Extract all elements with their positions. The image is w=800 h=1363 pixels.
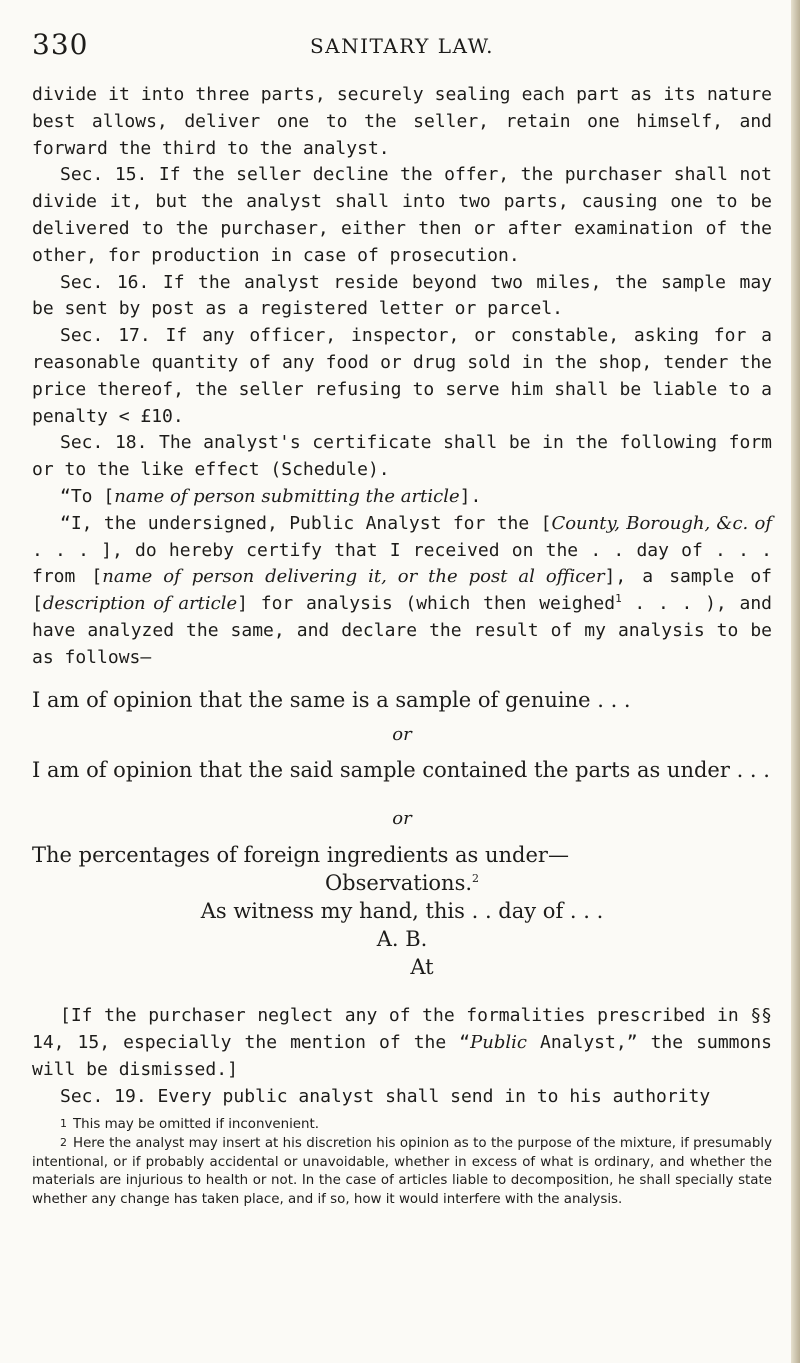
- cert-text-5: . . . ), and have analyzed the same, and declare the result of my analysis to be as follows—: [32, 593, 772, 668]
- place-line: At: [410, 955, 434, 980]
- cert-placeholder-county: County, Borough, &c. of: [551, 512, 773, 534]
- paragraph-sec-18: Sec. 18. The analyst's certificate shall be in the following form or to the like effect (Schedule).: [32, 432, 772, 481]
- addressee-open: “To [: [60, 485, 115, 507]
- footnotes: [32, 1115, 772, 1209]
- percentages-line: The percentages of foreign ingredients as under—: [32, 843, 569, 868]
- addressee-placeholder: name of person submitting the article: [114, 485, 460, 507]
- footnote-1-number: 1: [60, 1117, 67, 1130]
- signature-line: A. B.: [376, 927, 428, 952]
- or-separator-2: or: [392, 808, 412, 830]
- paragraph-sec-17: Sec. 17. If any officer, inspector, or constable, asking for a reasonable quantity of any food or drug sold in the shop, tender the price thereof, the seller refusing to serve him shall be liable to a penalty < £10.: [32, 325, 772, 427]
- observations-line: [32, 869, 772, 897]
- opinion-contained: I am of opinion that the said sample contained the parts as under . . .: [32, 758, 770, 783]
- paragraph-sec-15: Sec. 15. If the seller decline the offer, the purchaser shall not divide it, but the analyst shall into two parts, causing one to be delivered to the purchaser, either then or after examination of the other, for production in case of prosecution.: [32, 164, 772, 266]
- certificate-body: [32, 511, 772, 672]
- paragraph-sec-19: Sec. 19. Every public analyst shall send in to his authority: [60, 1085, 711, 1107]
- paragraph-sec-16: Sec. 16. If the analyst reside beyond two miles, the sample may be sent by post as a registered letter or parcel.: [32, 271, 772, 320]
- opinion-genuine: I am of opinion that the same is a sample of genuine . . .: [32, 687, 631, 712]
- or-separator-1: or: [392, 723, 412, 745]
- page-edge: [791, 0, 800, 1363]
- certificate-addressee: [32, 484, 772, 511]
- running-title: SANITARY LAW.: [309, 34, 495, 58]
- page-number: 330: [32, 28, 89, 61]
- page-body: [32, 82, 772, 1110]
- footnote-2-text: Here the analyst may insert at his discretion his opinion as to the purpose of the mixture, if presumably intentional, or if probably accidental or unavoidable, whether in excess of what is ordinary, and whether the materials are injurious to health or not. In the case of articles liable to decomposition, he shall specially state whether any change has taken place, and if so, how it would interfere with the analysis.: [32, 1136, 772, 1207]
- footnote-2-number: 2: [60, 1136, 67, 1150]
- footnote-1-text: This may be omitted if inconvenient.: [73, 1117, 320, 1132]
- bracket-public-italic: Public: [470, 1031, 527, 1053]
- addressee-close: ].: [459, 485, 482, 507]
- footnote-1: [32, 1115, 772, 1134]
- bracket-note: [32, 1003, 772, 1083]
- observations-label: Observations.: [324, 871, 473, 896]
- cert-text-2: . . . ], do hereby certify that I received on the . . day of . . . from [: [32, 539, 772, 588]
- cert-text-4: ] for analysis (which then weighed: [237, 593, 616, 615]
- bracket-text-1: [If the purchaser neglect any of the formalities prescribed in §§ 14, 15, especially the mention of the “: [32, 1005, 772, 1053]
- running-head: [32, 28, 772, 64]
- footnote-2: [32, 1134, 772, 1209]
- cert-placeholder-deliverer: name of person delivering it, or the post al officer: [102, 566, 605, 588]
- cert-text-3: ], a sample of [: [32, 566, 772, 615]
- paragraph-continuation: divide it into three parts, securely sealing each part as its nature best allows, deliver one to the seller, retain one himself, and forward the third to the analyst.: [32, 84, 772, 159]
- footnote-ref-1: 1: [615, 592, 622, 606]
- cert-text-1: “I, the undersigned, Public Analyst for the [: [60, 512, 552, 534]
- cert-placeholder-article: description of article: [42, 593, 238, 615]
- witness-line: As witness my hand, this . . day of . . .: [200, 899, 604, 924]
- footnote-ref-2: 2: [472, 872, 480, 886]
- bracket-text-2: Analyst,” the summons will be dismissed.]: [32, 1031, 772, 1080]
